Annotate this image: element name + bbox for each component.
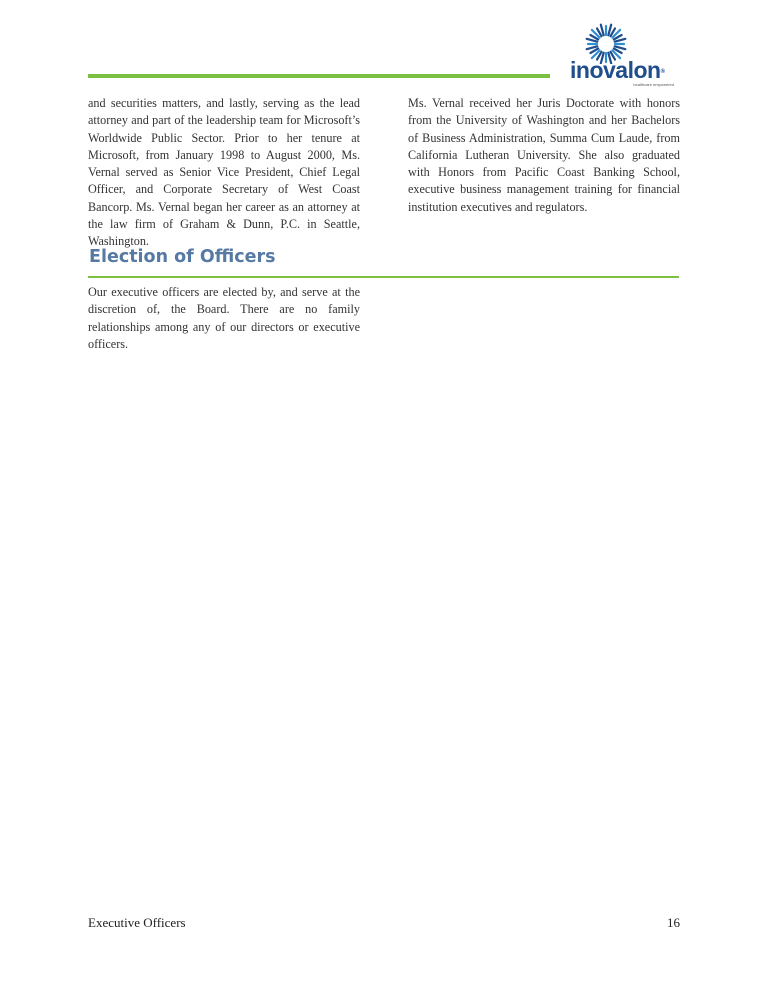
bio-paragraph-left: and securities matters, and lastly, serving as the lead attorney and part of the leadership team for Microsoft’s Worldwide Public Sector. Prior to her tenure at Microsoft, from January 1998 to August 2000, Ms. Vernal served as Senior Vice President, Chief Legal Officer, and Corporate Secretary of West Coast Bancorp. Ms. Vernal began her career as an attorney at the law firm of Graham & Dunn, P.C. in Seattle, Washington.: [88, 96, 360, 249]
section-heading: Election of Officers: [89, 247, 276, 267]
bio-paragraph-right: Ms. Vernal received her Juris Doctorate with honors from the University of Washington and her Bachelors of Business Administration, Summa Cum Laude, from California Lutheran University. She also graduated with Honors from Pacific Coast Banking School, executive business management training for financial institution executives and regulators.: [408, 96, 680, 214]
page-number: 16: [667, 915, 680, 930]
logo-wordmark: inovalon®: [570, 57, 665, 83]
logo-tagline: healthcare empowered: [633, 82, 674, 87]
footer-section-name: Executive Officers: [88, 915, 186, 930]
company-logo: [568, 22, 674, 86]
header-accent-bar: [88, 74, 550, 78]
section-paragraph: Our executive officers are elected by, and serve at the discretion of, the Board. There are no family relationships among any of our directors or executive officers.: [88, 285, 360, 351]
section-divider: [88, 276, 679, 278]
